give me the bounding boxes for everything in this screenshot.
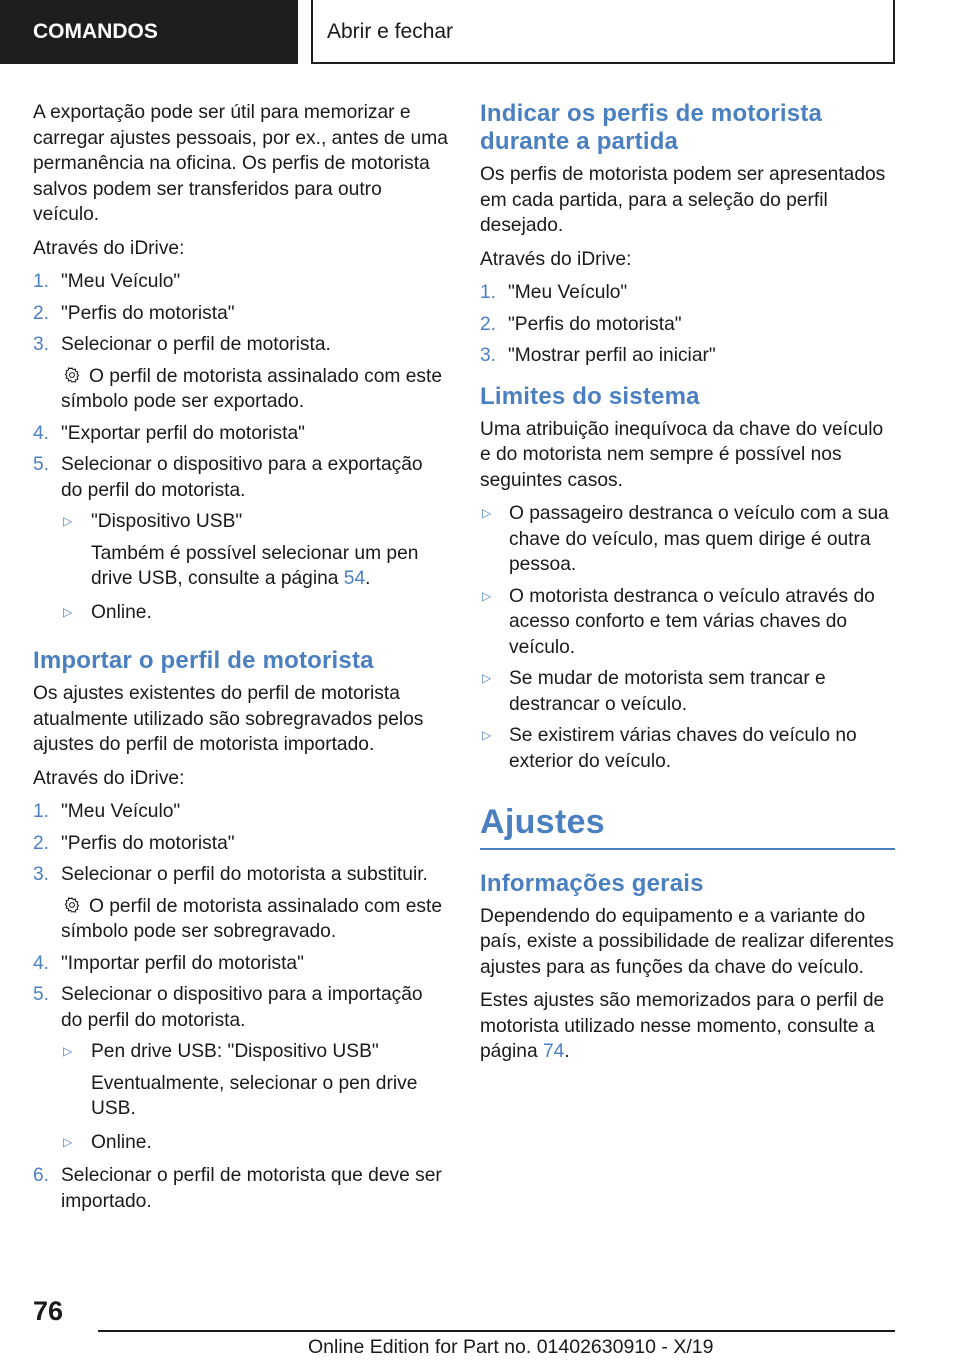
step-text: "Perfis do motorista" — [61, 302, 235, 324]
option-note: Eventualmente, selecionar o pen drive USB. — [91, 1072, 418, 1119]
triangle-bullet-icon: ▷ — [482, 506, 492, 520]
option-note — [91, 541, 448, 592]
option-text: Pen drive USB: "Dispositivo USB" — [91, 1041, 379, 1062]
via-idrive-text: Através do iDrive: — [33, 767, 185, 789]
show-profiles-heading: Indicar os perfis de motorista durante a partida — [480, 100, 823, 155]
page-header — [0, 0, 960, 66]
general-info-paragraph: Dependendo do equipamento e a variante do país, existe a possibilidade de realizar diferentes ajustes para as funções da chave do veículo. — [480, 905, 894, 978]
page-link[interactable]: 74 — [542, 1041, 565, 1062]
step-number: 2. — [33, 832, 50, 854]
gear-icon — [63, 896, 81, 914]
triangle-bullet-icon: ▷ — [63, 1044, 73, 1058]
list-item — [480, 666, 895, 717]
step-number: 2. — [33, 302, 50, 324]
triangle-bullet-icon: ▷ — [482, 671, 492, 685]
step-number: 4. — [33, 422, 50, 444]
left-column — [33, 100, 448, 1220]
symbol-note — [61, 894, 448, 945]
list-item — [480, 723, 895, 774]
show-profiles-intro: Os perfis de motorista podem ser apresentados em cada partida, para a seleção do perfil desejado. — [480, 164, 886, 236]
note-text: Também é possível selecionar um pen drive USB, consulte a página — [91, 542, 419, 589]
step-number: 6. — [33, 1165, 50, 1186]
list-item — [480, 584, 895, 661]
step-text: "Importar perfil do motorista" — [61, 952, 304, 974]
step-item — [33, 452, 448, 625]
edition-text: Online Edition for Part no. 01402630910 - X/19 — [308, 1336, 714, 1358]
limits-heading: Limites do sistema — [480, 382, 700, 410]
step-item — [33, 332, 448, 415]
step-number: 2. — [480, 313, 497, 335]
step-item — [33, 799, 448, 825]
import-device-options — [61, 1039, 448, 1155]
limits-list — [480, 501, 895, 774]
triangle-bullet-icon: ▷ — [482, 588, 492, 603]
gear-icon — [63, 366, 81, 384]
step-text: Selecionar o dispositivo para a importação do perfil do motorista. — [61, 984, 423, 1031]
export-steps — [33, 269, 448, 625]
triangle-bullet-icon: ▷ — [63, 1134, 73, 1149]
list-item-text: O passageiro destranca o veículo com a sua chave do veículo, mas quem dirige é outra pessoa. — [509, 503, 889, 575]
option-text: "Dispositivo USB" — [91, 511, 243, 532]
paragraph-punct: . — [564, 1041, 570, 1062]
symbol-note — [61, 364, 448, 415]
intro-paragraph: A exportação pode ser útil para memorizar e carregar ajustes pessoais, por ex., antes de uma permanência na oficina. Os perfis de motorista salvos podem ser transferidos para outro veículo. — [33, 102, 448, 225]
step-item — [33, 862, 448, 945]
option-item — [61, 1130, 448, 1156]
general-info-paragraph — [480, 988, 895, 1065]
step-text: "Perfis do motorista" — [508, 313, 682, 335]
step-text: Selecionar o perfil do motorista a substituir. — [61, 864, 428, 885]
step-text: "Exportar perfil do motorista" — [61, 422, 305, 444]
chapter-title: Abrir e fechar — [311, 0, 895, 64]
via-idrive-text: Através do iDrive: — [33, 237, 185, 259]
step-text: "Perfis do motorista" — [61, 832, 235, 854]
step-item — [33, 1163, 448, 1214]
step-text: "Meu Veículo" — [61, 801, 181, 822]
step-number: 3. — [33, 334, 50, 355]
step-number: 1. — [480, 282, 497, 303]
step-item — [33, 982, 448, 1155]
section-tab: COMANDOS — [0, 0, 298, 64]
note-punct: . — [365, 568, 371, 589]
step-number: 5. — [33, 984, 50, 1005]
step-item — [480, 312, 895, 338]
option-item — [61, 1039, 448, 1122]
footer-divider — [98, 1330, 895, 1332]
step-item — [33, 421, 448, 447]
import-heading: Importar o perfil de motorista — [33, 647, 374, 674]
import-intro: Os ajustes existentes do perfil de motorista atualmente utilizado são sobregravados pelos ajustes do perfil de motorista importado. — [33, 683, 424, 755]
step-number: 3. — [33, 864, 50, 885]
step-item — [480, 280, 895, 306]
show-profiles-steps — [480, 280, 895, 369]
limits-intro: Uma atribuição inequívoca da chave do veículo e do motorista nem sempre é possível nos seguintes casos. — [480, 418, 884, 491]
note-text: O perfil de motorista assinalado com este símbolo pode ser exportado. — [61, 365, 443, 412]
paragraph-text: Estes ajustes são memorizados para o perfil de motorista utilizado nesse momento, consulte a página — [480, 990, 885, 1062]
list-item — [480, 501, 895, 578]
step-item — [33, 301, 448, 327]
list-item-text: Se mudar de motorista sem trancar e destrancar o veículo. — [509, 668, 826, 715]
step-text: Selecionar o dispositivo para a exportação do perfil do motorista. — [61, 454, 423, 501]
step-item — [33, 269, 448, 295]
section-divider — [480, 848, 895, 850]
step-text: "Meu Veículo" — [508, 282, 628, 303]
list-item-text: Se existirem várias chaves do veículo no exterior do veículo. — [509, 725, 857, 772]
option-item — [61, 509, 448, 592]
import-steps — [33, 799, 448, 1214]
step-text: "Mostrar perfil ao iniciar" — [508, 345, 716, 366]
triangle-bullet-icon: ▷ — [63, 604, 73, 619]
ajustes-heading: Ajustes — [480, 803, 605, 841]
step-number: 3. — [480, 345, 497, 366]
general-info-heading: Informações gerais — [480, 869, 704, 897]
step-item — [480, 343, 895, 369]
step-text: "Meu Veículo" — [61, 271, 181, 292]
via-idrive-text: Através do iDrive: — [480, 248, 632, 270]
triangle-bullet-icon: ▷ — [482, 728, 492, 742]
page-number: 76 — [33, 1296, 64, 1326]
export-device-options — [61, 509, 448, 625]
step-text: Selecionar o perfil de motorista. — [61, 334, 331, 355]
right-column — [480, 100, 895, 1073]
step-number: 5. — [33, 454, 50, 475]
list-item-text: O motorista destranca o veículo através do acesso conforto e tem várias chaves do veículo. — [509, 585, 875, 658]
note-text: O perfil de motorista assinalado com este símbolo pode ser sobregravado. — [61, 895, 443, 942]
option-item — [61, 600, 448, 626]
step-item — [33, 831, 448, 857]
option-text: Online. — [91, 601, 152, 623]
step-number: 1. — [33, 801, 50, 822]
triangle-bullet-icon: ▷ — [63, 514, 73, 528]
step-number: 1. — [33, 271, 50, 292]
page-link[interactable]: 54 — [343, 568, 366, 589]
option-text: Online. — [91, 1131, 152, 1153]
step-text: Selecionar o perfil de motorista que deve ser importado. — [61, 1165, 442, 1212]
step-number: 4. — [33, 952, 50, 974]
step-item — [33, 951, 448, 977]
